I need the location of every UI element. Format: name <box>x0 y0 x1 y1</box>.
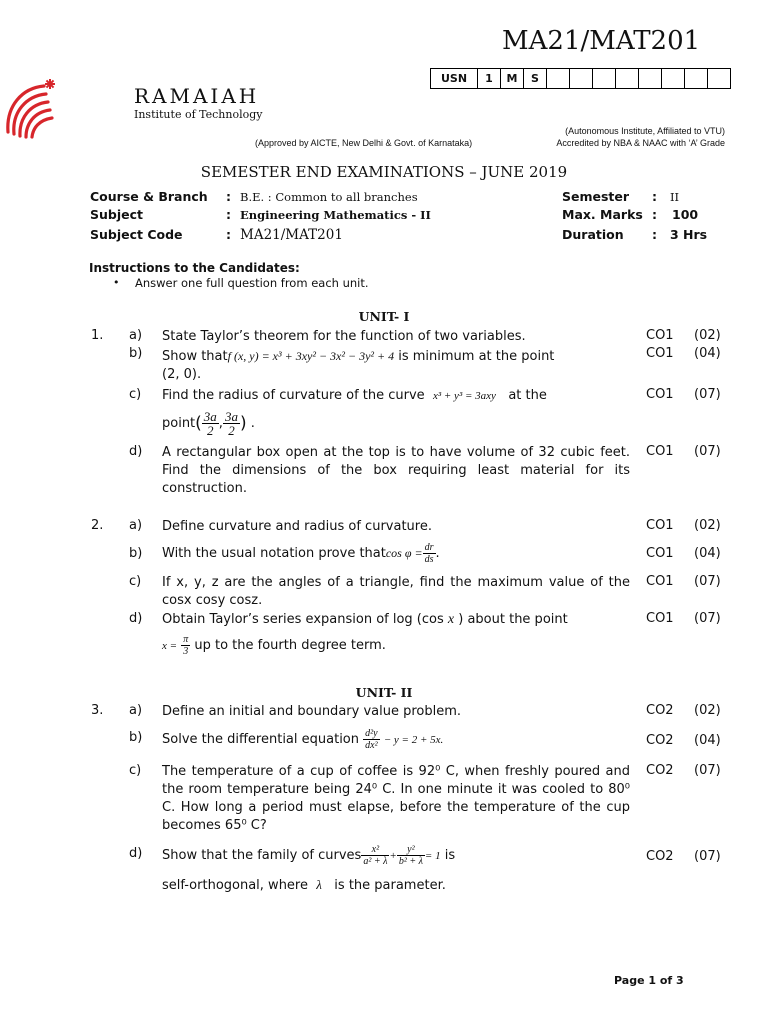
question-text: If x, y, z are the angles of a triangle, find the maximum value of the cosx cosy cosz. <box>162 575 630 608</box>
colon: : <box>226 227 231 242</box>
question-text: Define an initial and boundary value problem. <box>162 704 462 719</box>
question-part: d) <box>129 611 143 626</box>
fraction: $\frac{\pi}{3}$ <box>183 634 189 657</box>
question-number: 1. <box>91 328 104 343</box>
subject-code-value: MA21/MAT201 <box>240 227 343 243</box>
max-marks-value: 100 <box>672 207 699 222</box>
question-part: a) <box>129 518 143 533</box>
question-text: With the usual notation prove thatcos φ = $\frac{dr}{ds}$ . <box>162 542 440 565</box>
institute-subtitle: Institute of Technology <box>134 108 263 121</box>
colon: : <box>226 207 231 222</box>
question-part: b) <box>129 730 143 745</box>
usn-cell <box>708 69 731 89</box>
subject-label: Subject <box>90 207 143 222</box>
usn-cell <box>593 69 616 89</box>
text-segment: up to the fourth degree term. <box>194 638 386 653</box>
fraction: $\frac{\text{x²}}{\text{a² + λ}}$ <box>363 844 388 867</box>
instructions-heading: Instructions to the Candidates: <box>89 261 300 275</box>
marks: (02) <box>694 328 721 343</box>
math-expression: x = <box>162 640 178 652</box>
question-text <box>162 842 455 870</box>
course-outcome: CO2 <box>646 733 674 748</box>
marks: (07) <box>694 763 721 778</box>
course-code-header: MA21/MAT201 <box>502 26 701 56</box>
question-text: State Taylor’s theorem for the function of two variables. <box>162 329 526 344</box>
text-segment: Obtain Taylor’s series expansion of log (cos <box>162 612 444 627</box>
marks: (07) <box>694 444 721 459</box>
usn-grid <box>430 68 731 89</box>
subject-code-label: Subject Code <box>90 227 183 242</box>
math-expression: x <box>447 612 455 627</box>
question-part: b) <box>129 546 143 561</box>
colon: : <box>652 189 657 204</box>
fraction: $\frac{3a}{2}$ <box>203 409 217 438</box>
math-expression: f (x, y) = x³ + 3xy² − 3x² − 3y² + 4 <box>227 349 395 363</box>
question-text <box>162 611 630 629</box>
ramaiah-logo-icon <box>0 76 60 140</box>
math-expression: cos φ = <box>385 546 423 560</box>
question-part: c) <box>129 574 142 589</box>
course-outcome: CO2 <box>646 849 674 864</box>
question-part: d) <box>129 444 143 459</box>
marks: (04) <box>694 546 721 561</box>
fraction: $\frac{3a}{2}$ <box>224 409 238 438</box>
question-text: A rectangular box open at the top is to have volume of 32 cubic feet. Find the dimensions of the box requiring least material for its construction. <box>162 445 630 496</box>
course-outcome: CO1 <box>646 574 674 589</box>
question-part: a) <box>129 703 143 718</box>
colon: : <box>226 189 231 204</box>
course-outcome: CO1 <box>646 611 674 626</box>
usn-cell <box>547 69 570 89</box>
math-expression: − y = 2 + 5x. <box>383 734 444 746</box>
text-segment: self-orthogonal, where <box>162 878 308 893</box>
text-segment: at the <box>508 388 547 403</box>
question-part: b) <box>129 346 143 361</box>
question-number: 3. <box>91 703 104 718</box>
math-expression: + <box>389 850 397 862</box>
text-segment: Solve the differential equation <box>162 732 359 747</box>
math-expression: = 1 <box>424 850 441 862</box>
text-segment: (2, 0). <box>162 367 202 382</box>
marks: (07) <box>694 849 721 864</box>
fraction: $\frac{\text{y²}}{\text{b² + λ}}$ <box>398 844 423 867</box>
question-number: 2. <box>91 518 104 533</box>
unit-heading: UNIT- II <box>355 685 413 700</box>
question-part: c) <box>129 387 142 402</box>
course-outcome: CO1 <box>646 328 674 343</box>
marks: (07) <box>694 574 721 589</box>
text-segment: is the parameter. <box>334 878 446 893</box>
text-segment: With the usual notation prove that <box>162 546 386 561</box>
course-outcome: CO1 <box>646 387 674 402</box>
marks: (02) <box>694 703 721 718</box>
math-expression: x³ + y³ = 3axy <box>432 390 496 402</box>
semester-label: Semester <box>562 189 630 204</box>
fraction: $\frac{\text{d²y}}{\text{dx²}}$ <box>365 728 378 751</box>
text-segment: is <box>444 848 456 863</box>
autonomous-note: (Autonomous Institute, Affiliated to VTU) <box>565 126 725 136</box>
semester-value: II <box>670 190 680 204</box>
approval-note: (Approved by AICTE, New Delhi & Govt. of Karnataka) <box>255 138 473 148</box>
usn-cell <box>685 69 708 89</box>
text-segment: Show that the family of curves <box>162 848 362 863</box>
marks: (07) <box>694 387 721 402</box>
text-segment: Find the radius of curvature of the curve <box>162 388 425 403</box>
marks: (07) <box>694 611 721 626</box>
usn-label: USN <box>431 69 478 89</box>
text-segment: Show that <box>162 349 228 364</box>
question-part: c) <box>129 763 142 778</box>
exam-title: SEMESTER END EXAMINATIONS – JUNE 2019 <box>200 163 568 181</box>
usn-cell: S <box>524 69 547 89</box>
usn-cell: 1 <box>478 69 501 89</box>
unit-heading: UNIT- I <box>358 309 410 324</box>
text-segment: point <box>162 416 196 431</box>
course-outcome: CO1 <box>646 518 674 533</box>
question-text <box>162 727 443 753</box>
max-marks-label: Max. Marks <box>562 207 643 222</box>
accreditation-note: Accredited by NBA & NAAC with ‘A’ Grade <box>556 138 725 148</box>
duration-value: 3 Hrs <box>670 227 708 242</box>
text-segment: is minimum at the point <box>398 349 555 364</box>
question-part: a) <box>129 328 143 343</box>
question-text-line2 <box>162 633 386 659</box>
course-outcome: CO1 <box>646 444 674 459</box>
question-text: The temperature of a cup of coffee is 92⁰ C, when freshly poured and the room temperature being 24⁰ C. In one minute it was cooled to 80⁰ C. How long a period must elapse, before the temperature of the cup becomes 65⁰ C? <box>162 764 630 833</box>
marks: (04) <box>694 733 721 748</box>
course-branch-label: Course & Branch <box>90 189 208 204</box>
question-text-line2: point( $\frac{3a}{2}$ , $\frac{3a}{2}$ ) . <box>162 409 255 438</box>
usn-cell: M <box>501 69 524 89</box>
question-text <box>162 347 630 384</box>
question-part: d) <box>129 846 143 861</box>
course-branch-value: B.E. : Common to all branches <box>240 190 418 204</box>
usn-cell <box>639 69 662 89</box>
page-number: Page 1 of 3 <box>614 974 684 987</box>
marks: (02) <box>694 518 721 533</box>
course-outcome: CO2 <box>646 703 674 718</box>
course-outcome: CO1 <box>646 546 674 561</box>
question-text <box>162 387 630 405</box>
text-segment: ) about the point <box>458 612 568 627</box>
subject-value: Engineering Mathematics - II <box>240 208 431 222</box>
colon: : <box>652 207 657 222</box>
fraction: $\frac{dr}{ds}$ <box>424 542 434 565</box>
course-outcome: CO2 <box>646 763 674 778</box>
course-outcome: CO1 <box>646 346 674 361</box>
question-text: Define curvature and radius of curvature. <box>162 519 432 534</box>
duration-label: Duration <box>562 227 624 242</box>
marks: (04) <box>694 346 721 361</box>
colon: : <box>652 227 657 242</box>
usn-cell <box>570 69 593 89</box>
bullet: • <box>113 276 120 289</box>
math-expression: λ <box>316 877 322 892</box>
institute-name: RAMAIAH <box>134 84 260 108</box>
instruction-item: Answer one full question from each unit. <box>135 276 369 290</box>
usn-cell <box>662 69 685 89</box>
question-text-line2 <box>162 877 446 893</box>
usn-cell <box>616 69 639 89</box>
